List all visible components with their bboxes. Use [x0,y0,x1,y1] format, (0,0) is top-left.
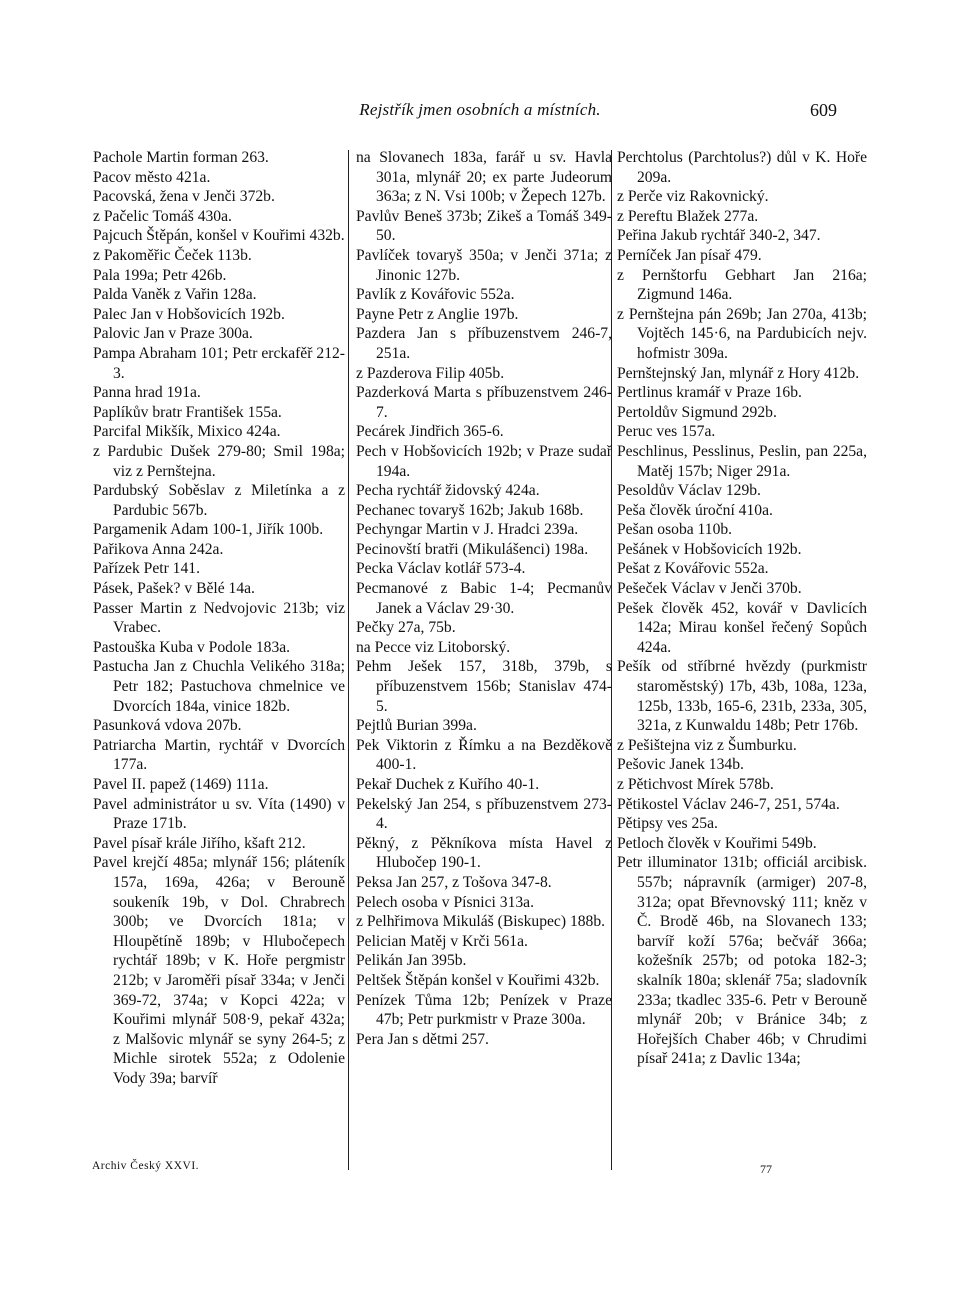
index-entry: Palec Jan v Hobšovicích 192b. [93,305,285,323]
index-entry: Pacovská, žena v Jenči 372b. [93,188,275,206]
index-entry: Pecka Václav kotlář 573-4. [356,560,526,578]
index-entry: Pavlíček tovaryš 350a; v Jenči 371a; z Jinonic 127b. [356,246,612,284]
index-entry: z Pernštejna pán 269b; Jan 270a, 413b; Vojtěch 145·6, na Pardubicích nejv. hofmistr 309a. [617,305,867,362]
index-entry: Patriarcha Martin, rychtář v Dvorcích 177a. [93,736,345,774]
index-entry: Pelech osoba v Písnici 313a. [356,893,535,911]
index-entry: Pesoldův Václav 129b. [617,482,761,500]
index-entry: Paplíkův bratr František 155a. [93,403,282,421]
index-entry: Pešovic Janek 134b. [617,756,744,774]
index-entry: Pecmanové z Babic 1-4; Pecmanův Janek a Václav 29·30. [356,580,612,617]
index-entry: Passer Martin z Nedvojovic 213b; viz Vrabec. [93,599,345,637]
index-entry: Pejtlů Burian 399a. [356,717,477,735]
index-entry: Perníček Jan písař 479. [617,246,762,264]
index-entry: Pechanec tovaryš 162b; Jakub 168b. [356,501,584,519]
index-entry: z Pazderova Filip 405b. [356,364,505,382]
index-entry: Peša člověk úroční 410a. [617,501,773,519]
index-entry: Pelikán Jan 395b. [356,952,467,970]
index-entry: Pech v Hobšovicích 192b; v Praze sudař 194a. [356,442,612,480]
index-entry: Palovic Jan v Praze 300a. [93,325,253,343]
index-entry: Pařikova Anna 242a. [93,540,224,558]
index-entry: Pešan osoba 110b. [617,521,733,539]
index-entry: Pečky 27a, 75b. [356,619,456,637]
page-number: 609 [810,100,837,120]
index-entry: Pardubský Soběslav z Miletínka a z Pardubic 567b. [93,482,345,519]
index-entry: Pecha rychtář židovský 424a. [356,482,540,500]
index-entry: Pachole Martin forman 263. [93,149,269,166]
index-entry: Pazdera Jan s příbuzenstvem 246-7, 251a. [356,325,612,362]
index-entry: Pastucha Jan z Chuchla Velikého 318a; Petr 182; Pastuchova chmelnice ve Dvorcích 184a, vinice 182b. [93,658,345,715]
index-entry: Pacov město 421a. [93,168,211,186]
index-entry: Pek Viktorin z Římku a na Bezděkově 400-1. [356,736,612,774]
index-entry: Pekař Duchek z Kuřího 40-1. [356,776,540,793]
index-entry: Pasunková vdova 207b. [93,717,242,735]
index-entry: Pavel písař krále Jiřího, kšaft 212. [93,834,306,852]
index-entry: Petr illuminator 131b; officiál arcibisk. 557b; nápravník (armiger) 207-8, 312a; opat Břevnovský 111; kněz v Č. Brodě 46b, na Slovanech 133; barvíř koží 576a; bečvář 366a; kožešník 257b; od potoka 182-3; skalník 180a; sklenář 75a; sladovník 233a; tkadlec 335-6. Petr v Berouně mlynář 20b; v Bránice 34b; z Hořejších Chaber 46b; v Chrudimi písař 241a; z Davlic 134a; [617,854,867,1068]
index-entry: Peksa Jan 257, z Tošova 347-8. [356,873,552,891]
index-entry: Pešánek v Hobšovicích 192b. [617,540,802,558]
index-entry: Pavlík z Kovářovic 552a. [356,286,515,304]
index-entry: Pavlův Beneš 373b; Zikeš a Tomáš 349-50. [356,207,612,245]
column-rule [348,150,349,1170]
index-entry: Payne Petr z Anglie 197b. [356,305,519,323]
index-entry: Pešík od stříbrné hvězdy (purkmistr staroměstský) 17b, 43b, 108a, 123a, 125b, 133b, 165-6, 231b, 233a, 305, 321a, z Kunwaldu 148b; Petr 176b. [617,658,867,735]
index-entry: Pertlinus kramář v Praze 16b. [617,384,802,402]
index-entry: Pehm Ješek 157, 318b, 379b, s příbuzenstvem 156b; Stanislav 474-5. [356,658,612,715]
index-entry: Pera Jan s dětmi 257. [356,1030,489,1048]
index-entry: Pajcuch Štěpán, konšel v Kouřimi 432b. [93,227,345,245]
index-entry: z Pereftu Blažek 277a. [617,207,759,225]
index-entry: Pětipsy ves 25a. [617,815,718,833]
index-entry: Pampa Abraham 101; Petr erckafěř 212-3. [93,344,345,382]
index-entry: Panna hrad 191a. [93,384,201,402]
index-entry: Pelician Matěj v Krči 561a. [356,932,528,950]
index-entry: Pecárek Jindřich 365-6. [356,423,504,441]
sheet-number: 77 [760,1162,772,1176]
index-entry: Pargamenik Adam 100-1, Jiřík 100b. [93,521,324,539]
index-entry: z Pelhřimova Mikuláš (Biskupec) 188b. [356,913,606,931]
index-entry: Pechyngar Martin v J. Hradci 239a. [356,521,579,539]
index-entry: Pernštejnský Jan, mlynář z Hory 412b. [617,364,860,382]
signature-mark: Archiv Český XXVI. [92,1160,200,1172]
running-title: Rejstřík jmen osobních a místních. [359,100,601,119]
index-entry: z Pešištejna viz z Šumburku. [617,736,797,754]
index-entry: Petloch člověk v Kouřimi 549b. [617,834,817,852]
index-entry: Pekelský Jan 254, s příbuzenstvem 273-4. [356,795,612,833]
index-column-2 [356,148,612,1049]
index-entry: Peruc ves 157a. [617,423,716,441]
index-column-1 [93,148,345,1089]
index-entry: Pecinovští bratři (Mikulášenci) 198a. [356,540,589,558]
index-entry: Pastouška Kuba v Podole 183a. [93,638,291,656]
index-entry: Pala 199a; Petr 426b. [93,266,227,284]
index-entry: Pásek, Pašek? v Bělé 14a. [93,580,255,598]
index-entry: Pavel krejčí 485a; mlynář 156; pláteník 157a, 169a, 426a; v Berouně soukeník 19b, v Dol. Chrabrech 300b; ve Dvorcích 181a; v Hloupětíně 189b; v Hlubočepech rychtář 189b; v K. Hoře pergmistr 212b; v Jaroměři písař 334a; v Jenči 369-72, 374a; v Kopci 422a; v Kouřimi mlynář 508·9, pekař 432a; z Malšovic mlynář se syny 264-5; z Michle sirotek 552a; z Odolenie Vody 39a; barvíř [93,854,345,1087]
index-entry: Pařízek Petr 141. [93,560,200,578]
index-entry: Pěkný, z Pěkníkova místa Havel z Hlubočep 190-1. [356,834,612,872]
index-entry: Pavel administrátor u sv. Víta (1490) v Praze 171b. [93,795,345,833]
index-entry: z Pakoměřic Čeček 113b. [93,246,252,264]
index-entry: Pešeček Václav v Jenči 370b. [617,580,802,598]
index-entry: Peschlinus, Pesslinus, Peslin, pan 225a, Matěj 157b; Niger 291a. [617,442,867,480]
index-entry: Pertoldův Sigmund 292b. [617,403,777,421]
index-entry: Pazderková Marta s příbuzenstvem 246-7. [356,384,612,421]
index-entry: Pavel II. papež (1469) 111a. [93,776,269,793]
index-entry: Palda Vaněk z Vařin 128a. [93,286,257,304]
index-entry: na Pecce viz Litoborský. [356,638,511,656]
index-entry: Pešat z Kovářovic 552a. [617,560,769,578]
index-entry: z Pardubic Dušek 279-80; Smil 198a; viz z Pernštejna. [93,442,345,480]
index-entry: Penízek Tůma 12b; Penízek v Praze 47b; Petr purkmistr v Praze 300a. [356,991,612,1029]
index-entry: z Pernštorfu Gebhart Jan 216a; Zigmund 146a. [617,266,867,304]
index-entry: na Slovanech 183a, farář u sv. Havla 301a, mlynář 20; ex parte Judeorum 363a; z N. Vsi 100b; v Žepech 127b. [356,149,612,206]
index-entry: Peřina Jakub rychtář 340-2, 347. [617,227,821,245]
index-entry: z Perče viz Rakovnický. [617,188,769,206]
index-column-3 [617,148,867,1069]
index-entry: Pětikostel Václav 246-7, 251, 574a. [617,795,840,813]
index-entry: z Pětichvost Mírek 578b. [617,776,774,793]
index-entry: Peltšek Štěpán konšel v Kouřimi 432b. [356,971,600,989]
index-entry: z Pačelic Tomáš 430a. [93,207,232,225]
index-entry: Perchtolus (Parchtolus?) důl v K. Hoře 209a. [617,149,867,186]
index-entry: Pešek člověk 452, kovář v Davlicích 142a; Mirau konšel řečený Sopůch 424a. [617,599,867,656]
index-entry: Parcifal Mikšík, Mixico 424a. [93,423,281,441]
